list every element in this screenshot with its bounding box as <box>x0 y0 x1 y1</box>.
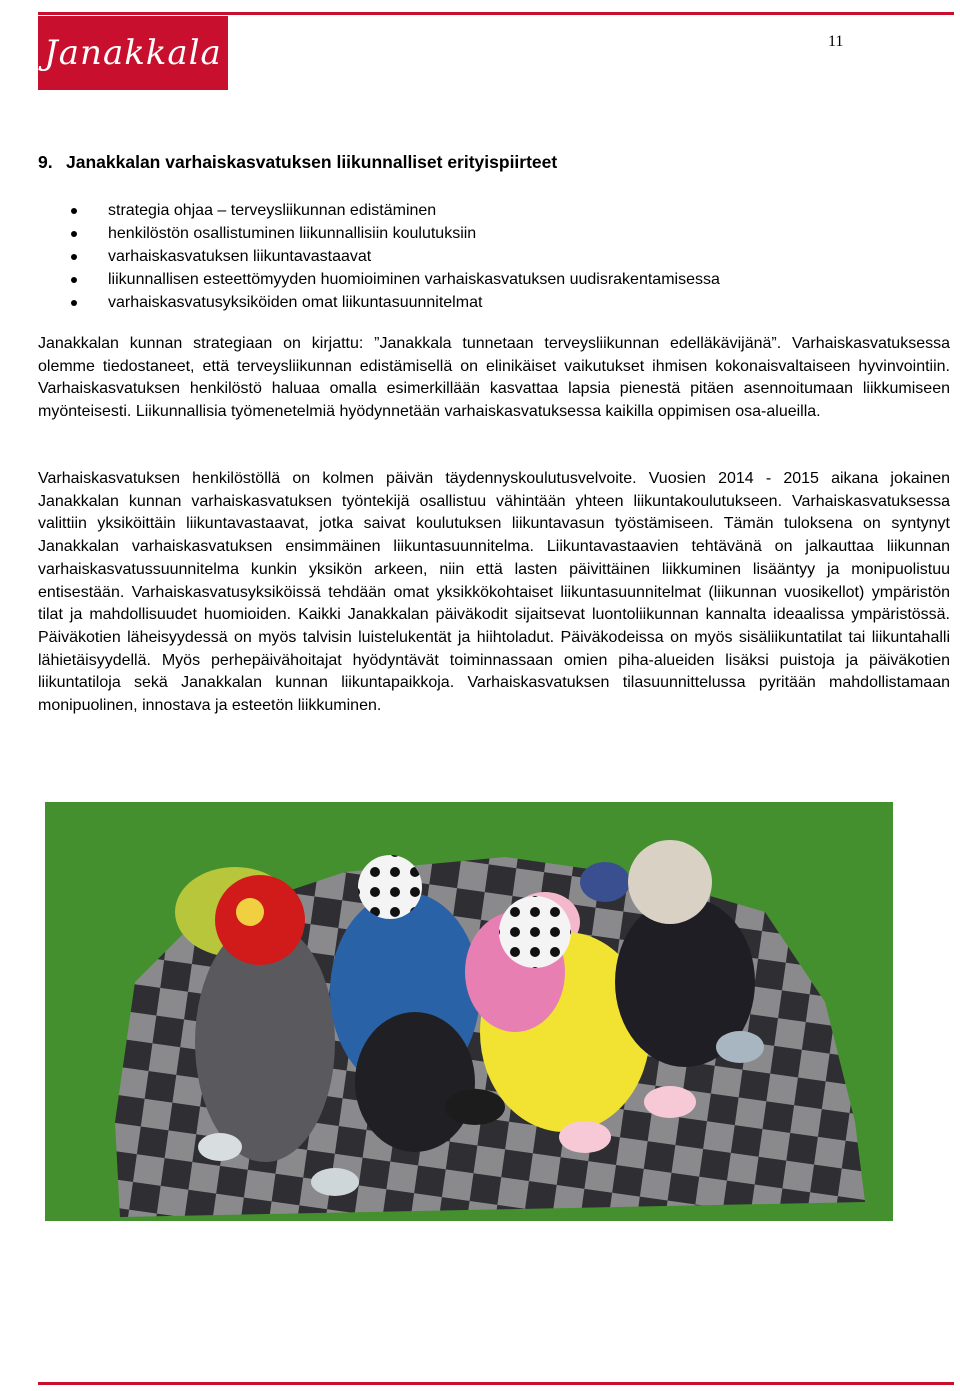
list-item: henkilöstön osallistuminen liikunnallisiin koulutuksiin <box>38 222 938 245</box>
list-item: varhaiskasvatusyksiköiden omat liikuntasuunnitelmat <box>38 291 938 314</box>
bullet-icon <box>71 231 77 237</box>
list-item: strategia ohjaa – terveysliikunnan edistäminen <box>38 199 938 222</box>
bullet-icon <box>71 254 77 260</box>
children-photo-illustration <box>45 802 893 1221</box>
feature-list <box>38 199 938 314</box>
bullet-icon <box>71 208 77 214</box>
bullet-icon <box>71 300 77 306</box>
section-title: Janakkalan varhaiskasvatuksen liikunnalliset erityispiirteet <box>66 152 558 172</box>
janakkala-logo <box>38 16 228 90</box>
footer-rule <box>38 1382 954 1385</box>
section-number: 9. <box>38 152 53 172</box>
header-rule <box>38 12 954 15</box>
strategy-paragraph: Janakkalan kunnan strategiaan on kirjattu: ”Janakkala tunnetaan terveysliikunnan edelläkävijänä”. Varhaiskasvatuksessa olemme tiedostaneet, että terveysliikunnan edistämisellä on elinikäiset vaikutukset ihmisen kokonaisvaltaiseen hyvinvointiin. Varhaiskasvatuksen henkilöstö haluaa omalla esimerkillään kasvattaa lapsia pienestä pitäen asennoitumaan liikkumiseen myönteisesti. Liikunnallisia työmenetelmiä hyödynnetään varhaiskasvatuksessa kaikilla oppimisen osa-alueilla. <box>38 335 950 421</box>
list-item: varhaiskasvatuksen liikuntavastaavat <box>38 245 938 268</box>
bullet-icon <box>71 277 77 283</box>
children-photo <box>45 802 893 1221</box>
logo-text: Janakkala <box>44 33 222 73</box>
section-heading <box>38 152 938 173</box>
list-item: liikunnallisen esteettömyyden huomioiminen varhaiskasvatuksen uudisrakentamisessa <box>38 268 938 291</box>
page-number: 11 <box>828 33 844 50</box>
training-paragraph: Varhaiskasvatuksen henkilöstöllä on kolmen päivän täydennyskoulutusvelvoite. Vuosien 2014 - 2015 aikana jokainen Janakkalan kunnan varhaiskasvatuksen työntekijä osallistuu vähintään yhteen liikuntakoulutukseen. Varhaiskasvatuksessa valittiin yksiköittäin liikuntavastaavat, jotka saivat koulutuksen liikuntavasun työstämiseen. Tämän tuloksena on syntynyt Janakkalan varhaiskasvatuksen ensimmäinen liikuntasuunnitelma. Liikuntavastaavien tehtävänä on jalkauttaa liikunnan varhaiskasvatussuunnitelma kunkin yksikön arkeen, niin että lasten päivittäinen liikkuminen lisääntyy ja monipuolistuu entisestään. Varhaiskasvatusyksiköissä tehdään omat yksikkökohtaiset liikuntasuunnitelmat (liikunnan vuosikellot) ympäristön tilat ja mahdollisuudet huomioiden. Kaikki Janakkalan päiväkodit sijaitsevat luontoliikunnan kannalta ideaalissa ympäristössä. Päiväkotien läheisyydessä on myös talvisin luistelukentät ja hiihtoladut. Päiväkodeissa on myös sisäliikuntatilat tai liikuntahalli lähietäisyydellä. Myös perhepäivähoitajat hyödyntävät toiminnassaan omien piha-alueiden lisäksi puistoja ja päiväkotien liikuntatiloja sekä Janakkalan kunnan liikuntapaikkoja. Varhaiskasvatuksen tilasuunnittelussa pyritään mahdollistamaan monipuolinen, innostava ja esteetön liikkuminen. <box>38 470 950 715</box>
